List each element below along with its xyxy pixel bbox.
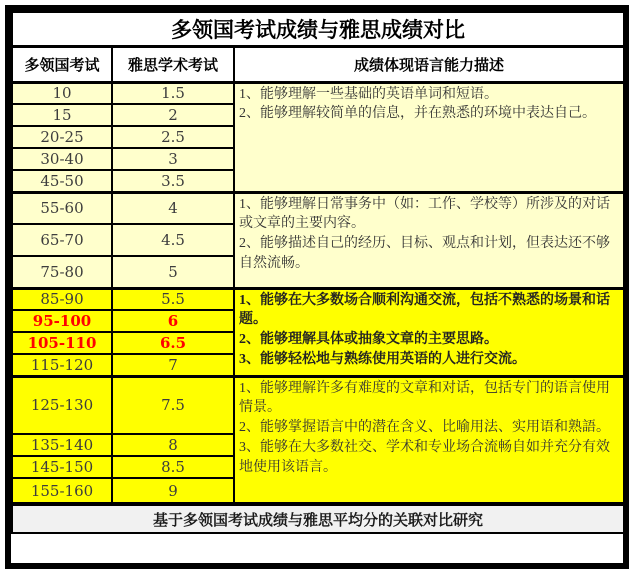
column-header-description: 成绩体现语言能力描述: [234, 46, 624, 82]
duolingo-score-cell: 15: [12, 104, 112, 126]
duolingo-score-cell: 85-90: [12, 288, 112, 310]
ielts-score-cell: 7: [112, 354, 234, 376]
ielts-score-cell: 2: [112, 104, 234, 126]
description-line: 1、能够理解一些基础的英语单词和短语。: [239, 86, 498, 102]
table-row: [12, 288, 624, 310]
column-header-duolingo: 多领国考试: [12, 46, 112, 82]
duolingo-score-cell: 65-70: [12, 224, 112, 256]
duolingo-score-cell: 55-60: [12, 192, 112, 224]
ielts-score-cell: 5: [112, 256, 234, 288]
description-line: 2、能够掌握语言中的潜在含义、比喻用法、实用语和熟語。: [239, 420, 610, 436]
description-line: 3、能够在大多数社交、学术和专业场合流畅自如并充分有效地使用该语言。: [239, 440, 610, 475]
ielts-score-cell: 8.5: [112, 456, 234, 478]
description-line: 2、能够理解较简单的信息，并在熟悉的环境中表达自己。: [239, 106, 596, 122]
description-line: 3、能够轻松地与熟练使用英语的人进行交流。: [239, 352, 526, 368]
description-line: 1、能够在大多数场合顺利沟通交流，包括不熟悉的场景和话题。: [239, 292, 610, 328]
duolingo-score-cell: 10: [12, 82, 112, 104]
score-comparison-table: [11, 11, 625, 534]
ielts-score-cell: 9: [112, 478, 234, 504]
duolingo-score-cell: 75-80: [12, 256, 112, 288]
duolingo-score-cell: 30-40: [12, 148, 112, 170]
column-header-ielts: 雅思学术考试: [112, 46, 234, 82]
ielts-score-cell: 4: [112, 192, 234, 224]
ielts-score-cell: 1.5: [112, 82, 234, 104]
title-row: [12, 12, 624, 46]
ielts-score-cell: 5.5: [112, 288, 234, 310]
ielts-score-cell: 7.5: [112, 376, 234, 434]
description-cell: [234, 376, 624, 504]
description-line: 1、能够理解许多有难度的文章和对话，包括专门的语言使用情景。: [239, 380, 610, 416]
ielts-score-cell: 6.5: [112, 332, 234, 354]
page-title: 多领国考试成绩与雅思成绩对比: [12, 12, 624, 46]
ielts-score-cell: 2.5: [112, 126, 234, 148]
header-row: [12, 46, 624, 82]
ielts-score-cell: 4.5: [112, 224, 234, 256]
duolingo-score-cell: 125-130: [12, 376, 112, 434]
duolingo-score-cell: 20-25: [12, 126, 112, 148]
description-cell: [234, 82, 624, 192]
description-line: 2、能够描述自己的经历、目标、观点和计划，但表达还不够自然流畅。: [239, 236, 610, 272]
duolingo-score-cell: 145-150: [12, 456, 112, 478]
table-row: [12, 82, 624, 104]
duolingo-score-cell: 105-110: [12, 332, 112, 354]
duolingo-score-cell: 115-120: [12, 354, 112, 376]
description-cell: [234, 288, 624, 376]
description-line: 1、能够理解日常事务中（如：工作、学校等）所涉及的对话或文章的主要内容。: [239, 196, 610, 232]
ielts-score-cell: 8: [112, 434, 234, 456]
ielts-score-cell: 6: [112, 310, 234, 332]
footer-note: 基于多领国考试成绩与雅思平均分的关联对比研究: [12, 504, 624, 533]
duolingo-score-cell: 45-50: [12, 170, 112, 192]
ielts-score-cell: 3.5: [112, 170, 234, 192]
duolingo-score-cell: 95-100: [12, 310, 112, 332]
table-frame: [5, 5, 629, 569]
footer-row: [12, 504, 624, 533]
description-cell: [234, 192, 624, 288]
description-line: 2、能够理解具体或抽象文章的主要思路。: [239, 332, 498, 348]
table-row: [12, 192, 624, 224]
duolingo-score-cell: 155-160: [12, 478, 112, 504]
table-row: [12, 376, 624, 434]
ielts-score-cell: 3: [112, 148, 234, 170]
duolingo-score-cell: 135-140: [12, 434, 112, 456]
